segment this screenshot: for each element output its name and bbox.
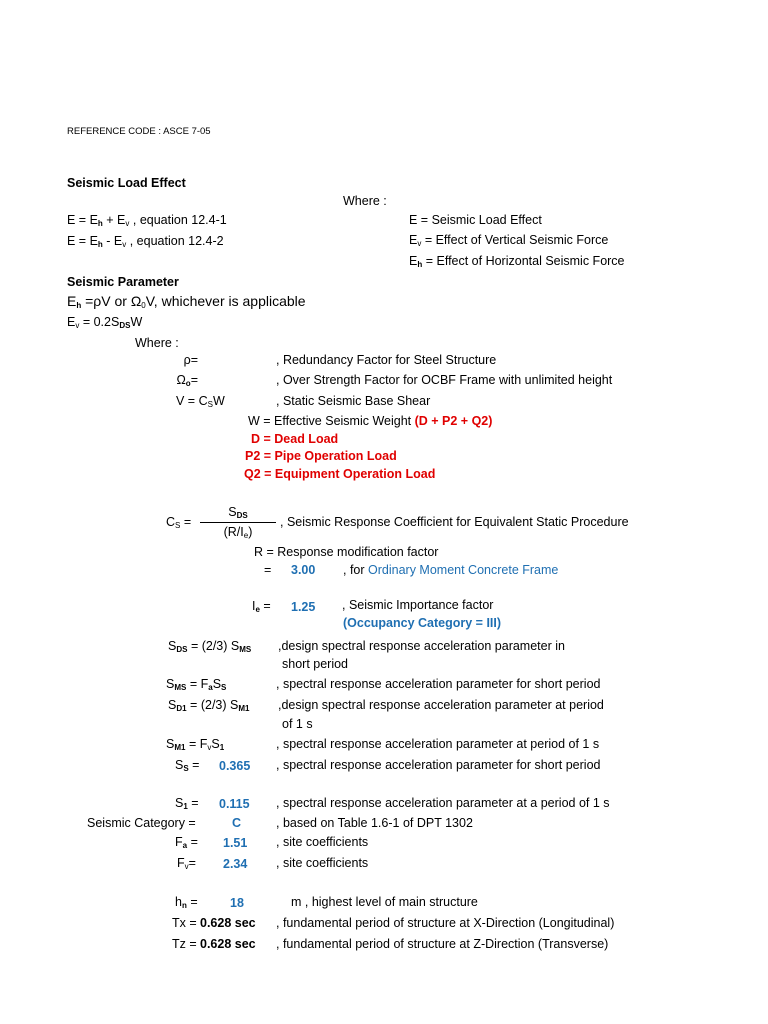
cs-denominator: $(R/I_e)$ [223,525,253,540]
ss-description: , spectral response acceleration parameter for short period [276,758,601,772]
v-description: , Static Seismic Base Shear [276,394,431,408]
r-equals: = [264,563,272,577]
heading-seismic-parameter: Seismic Parameter [67,275,179,289]
cs-label: $C_S$ = [166,515,192,530]
omega-description: , Over Strength Factor for OCBF Frame with unlimited height [276,373,613,387]
where-label: Where : [343,194,387,208]
def-vertical-seismic-force: $E_v$ = Effect of Vertical Seismic Force [409,233,609,248]
r-value: 3.00 [291,563,316,577]
sds-description: ,design spectral response acceleration parameter in [278,639,565,653]
sms-formula: $S_{MS} = F_aS_S$ [166,677,227,692]
sd1-formula: $S_{D1} = (2/3)$ $S_{M1}$ [168,698,250,713]
reference-code: REFERENCE CODE : ASCE 7-05 [67,126,211,137]
sms-description: , spectral response acceleration parameter for short period [276,677,601,691]
ie-description: , Seismic Importance factor [342,598,494,612]
eh-formula: $E_h =\rho V$ or $\Omega_0V$, whichever is applicable [67,293,306,310]
ss-label: $S_S$ = [175,758,200,773]
sds-description-2: short period [282,657,349,671]
tx-label: Tx = [172,916,197,930]
fa-description: , site coefficients [276,835,369,849]
fraction-bar [200,522,276,523]
occupancy-category: (Occupancy Category = III) [343,616,502,630]
hn-value: 18 [230,896,244,910]
ev-formula: $E_v = 0.2S_{DS}W$ [67,315,143,330]
fv-value: 2.34 [223,857,248,871]
sd1-description-2: of 1 s [282,717,313,731]
where-label-2: Where : [135,336,179,350]
ie-label: $I_e$ = [252,599,271,614]
tx-description: , fundamental period of structure at X-Direction (Longitudinal) [276,916,615,930]
tz-value: 0.628 sec [200,937,256,951]
omega-symbol: $\Omega_o=$ [176,373,198,388]
cs-numerator: $S_{DS}$ [228,505,248,520]
s1-label: $S_1$ = [175,796,199,811]
dead-load: D = Dead Load [251,432,339,446]
rho-symbol: ρ= [183,353,198,367]
sm1-description: , spectral response acceleration parameter at period of 1 s [276,737,600,751]
pipe-operation-load: P2 = Pipe Operation Load [245,449,397,463]
fv-label: $F_v=$ [177,856,196,871]
sds-formula: $S_{DS} = (2/3)$ $S_{MS}$ [168,639,252,654]
def-seismic-load-effect: E = Seismic Load Effect [409,213,542,227]
w-definition: W = Effective Seismic Weight (D + P2 + Q2) [248,414,493,428]
tz-description: , fundamental period of structure at Z-Direction (Transverse) [276,937,609,951]
equation-12-4-1: $E = E_h + E_v$ , equation 12.4-1 [67,213,227,228]
equipment-operation-load: Q2 = Equipment Operation Load [244,467,436,481]
sm1-formula: $S_{M1} = F_vS_1$ [166,737,225,752]
equation-12-4-2: $E = E_h - E_v$ , equation 12.4-2 [67,234,224,249]
hn-label: $h_n$ = [175,895,198,910]
def-horizontal-seismic-force: $E_h$ = Effect of Horizontal Seismic Force [409,254,625,269]
seismic-category-label: Seismic Category = [87,816,196,830]
s1-description: , spectral response acceleration parameter at a period of 1 s [276,796,610,810]
seismic-category-description: , based on Table 1.6-1 of DPT 1302 [276,816,473,830]
fa-label: $F_a$ = [175,835,198,850]
ss-value: 0.365 [219,759,251,773]
v-formula: $V = C_SW$ [176,394,225,409]
r-definition: R = Response modification factor [254,545,439,559]
heading-seismic-load-effect: Seismic Load Effect [67,176,186,190]
cs-description: , Seismic Response Coefficient for Equivalent Static Procedure [280,515,629,529]
ie-value: 1.25 [291,600,316,614]
sd1-description: ,design spectral response acceleration parameter at period [278,698,604,712]
s1-value: 0.115 [219,797,250,811]
tz-label: Tz = [172,937,197,951]
tx-value: 0.628 sec [200,916,256,930]
rho-description: , Redundancy Factor for Steel Structure [276,353,497,367]
fa-value: 1.51 [223,836,248,850]
seismic-category-value: C [232,816,242,830]
fv-description: , site coefficients [276,856,369,870]
hn-description: m , highest level of main structure [291,895,478,909]
r-for: , for Ordinary Moment Concrete Frame [343,563,559,577]
